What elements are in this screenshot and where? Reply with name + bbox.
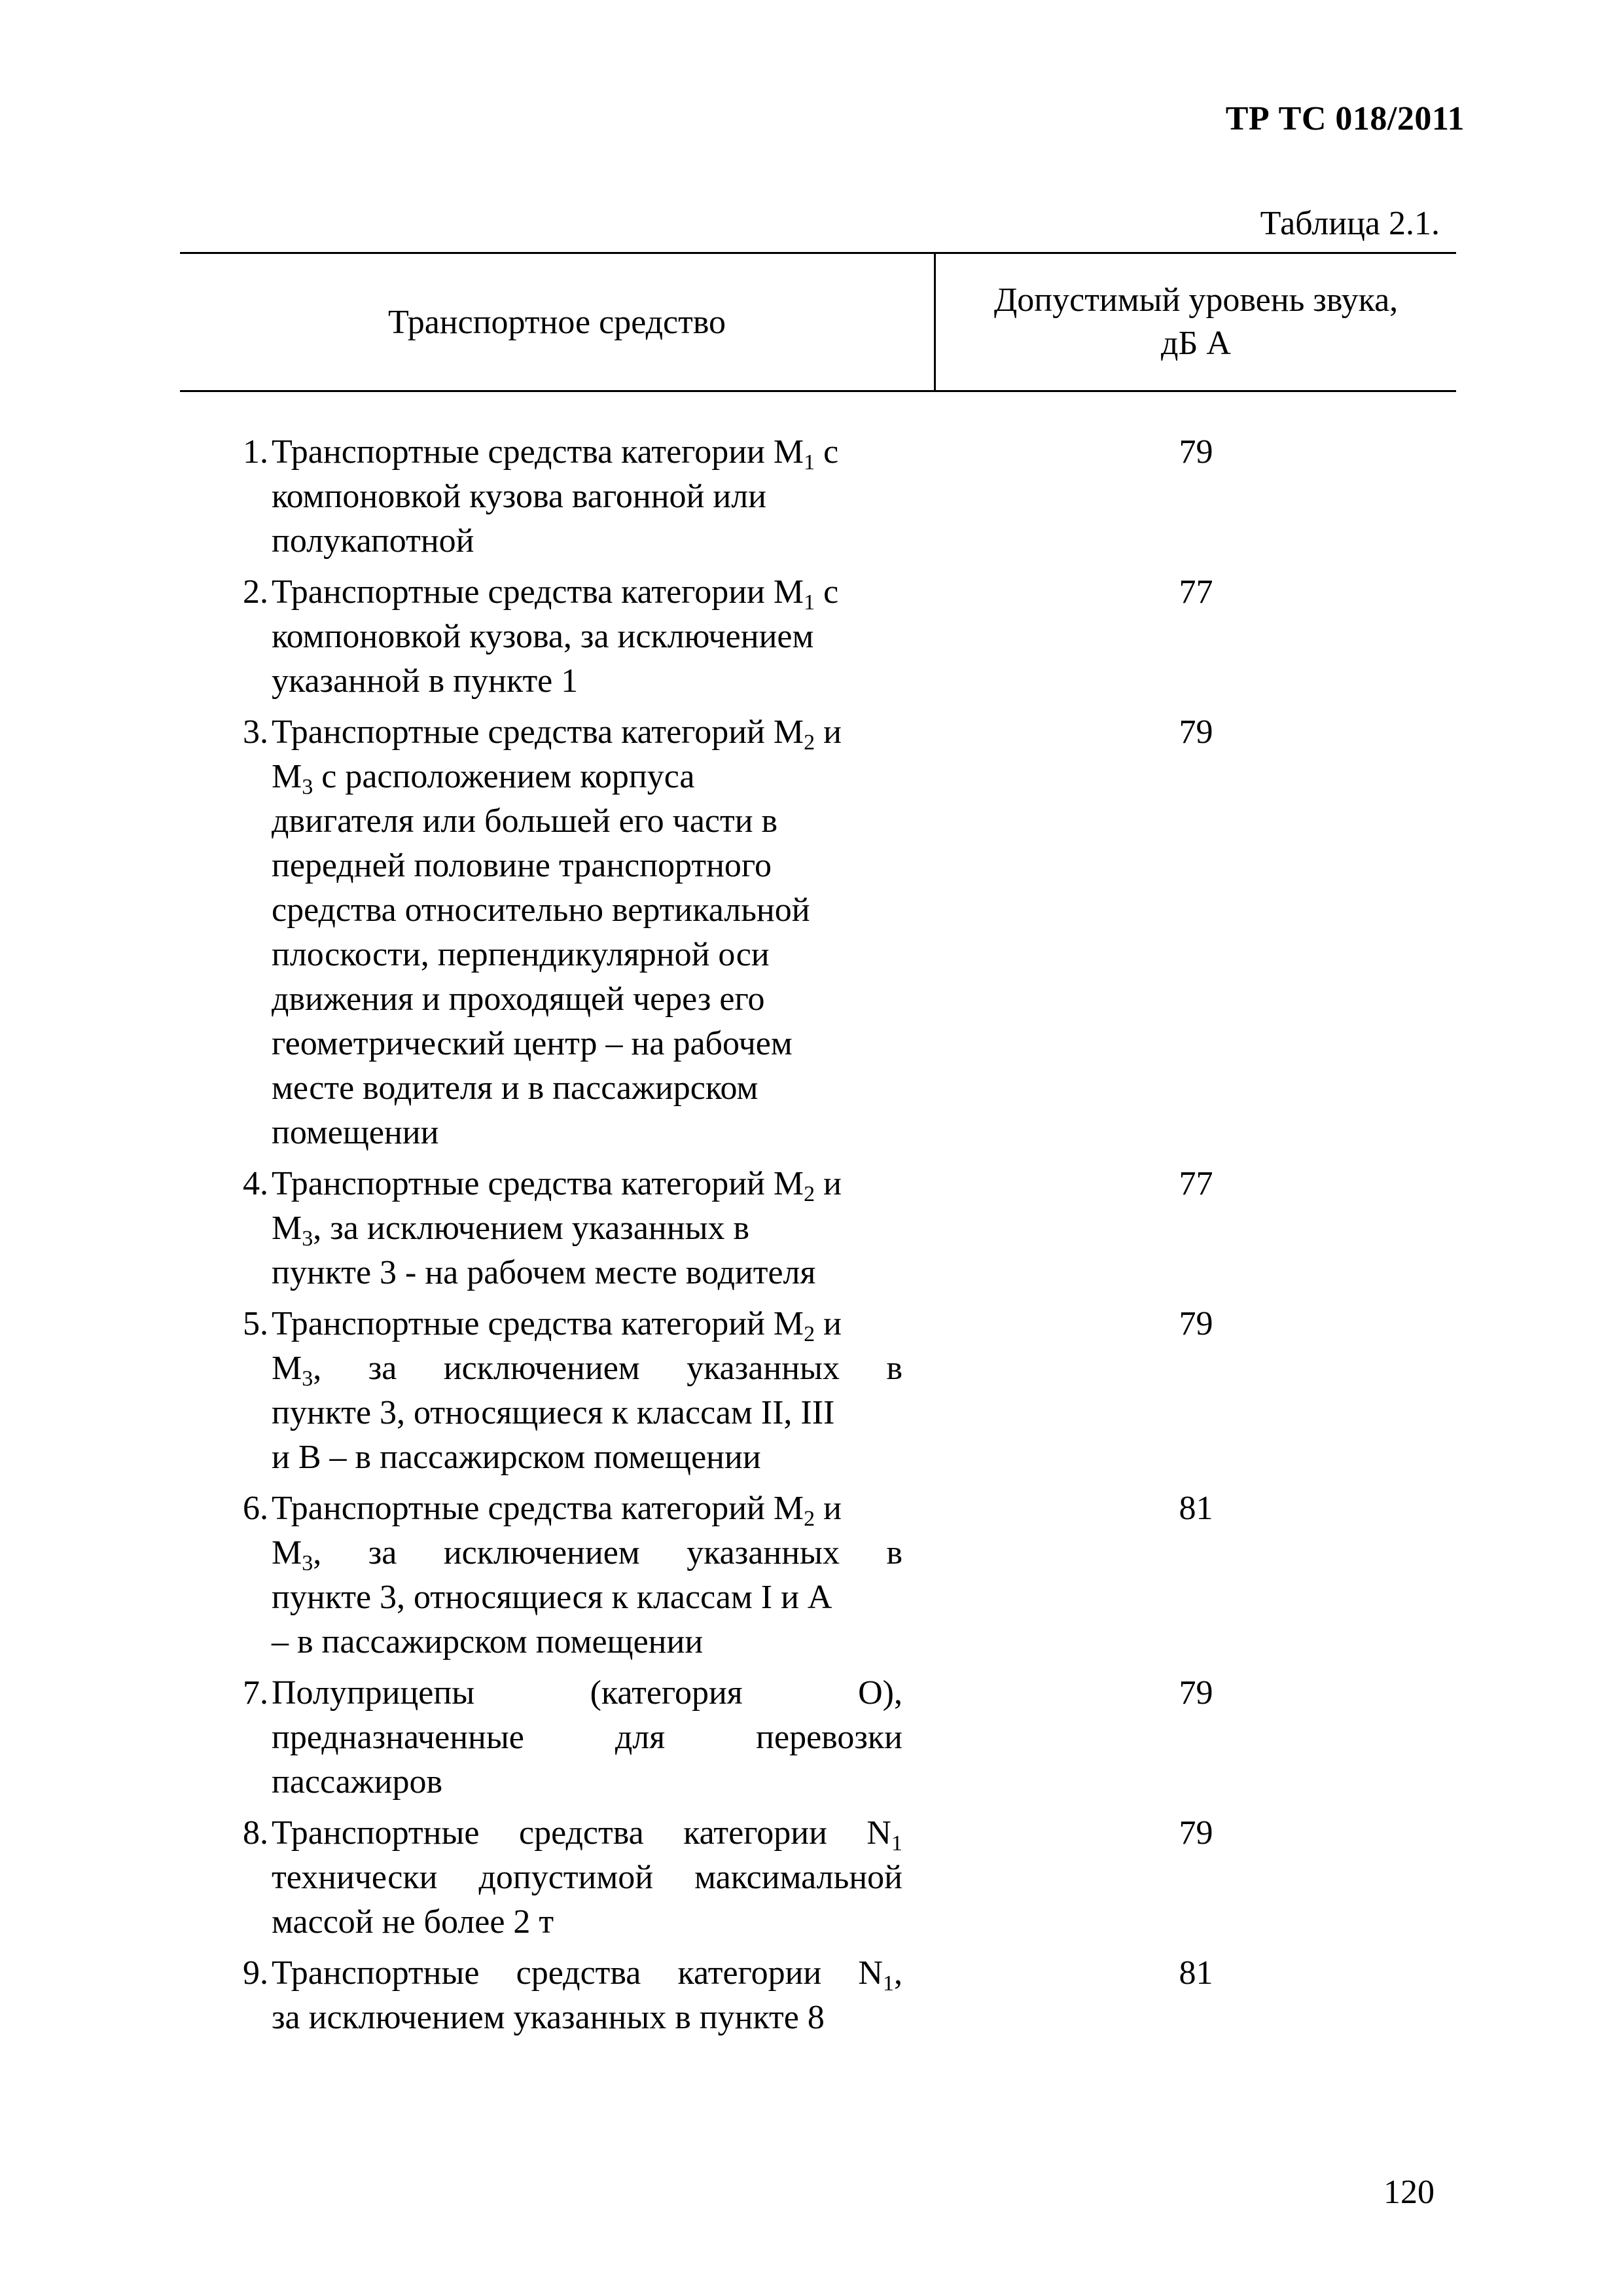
sound-level-value: 79 xyxy=(1179,1814,1213,1852)
description-text: Полуприцепы (категория О), xyxy=(272,1674,902,1712)
description-text: пассажиров xyxy=(272,1763,443,1801)
description-line xyxy=(272,1715,902,1760)
row-number xyxy=(180,570,272,704)
description-line xyxy=(272,710,902,755)
sound-level-value: 77 xyxy=(1179,1165,1213,1202)
description-line xyxy=(272,570,902,615)
category-subscript: 2 xyxy=(804,1182,815,1206)
description-line xyxy=(272,1856,902,1900)
description-text: Транспортные средства категории N xyxy=(272,1814,891,1852)
description-text: плоскости, перпендикулярной оси xyxy=(272,936,770,973)
row-number xyxy=(180,1162,272,1295)
description-line xyxy=(272,1620,902,1664)
description-line xyxy=(272,799,902,844)
row-number-text: 1. xyxy=(243,433,268,471)
category-subscript: 2 xyxy=(804,1322,815,1346)
sound-level-value: 81 xyxy=(1179,1954,1213,1992)
description-line xyxy=(272,1486,902,1531)
description-line xyxy=(272,615,902,659)
category-subscript: 3 xyxy=(302,1227,313,1251)
description-text: массой не более 2 т xyxy=(272,1903,554,1941)
row-number-text: 2. xyxy=(243,573,268,611)
row-number-text: 6. xyxy=(243,1490,268,1527)
description-text: и xyxy=(815,1165,842,1202)
category-subscript: 1 xyxy=(883,1971,894,1996)
description-text: Транспортные средства категории N xyxy=(272,1954,883,1992)
row-number xyxy=(180,1951,272,2040)
row-number-text: 3. xyxy=(243,713,268,751)
description-line xyxy=(272,1066,902,1111)
row-number xyxy=(180,1811,272,1945)
column-header-sound-level-line1: Допустимый уровень звука, xyxy=(993,281,1399,319)
description-line xyxy=(272,977,902,1022)
description-line xyxy=(272,1111,902,1155)
description-line xyxy=(272,1811,902,1856)
description-text: с xyxy=(815,433,839,471)
table-row xyxy=(180,1162,1456,1295)
description-text: передней половине транспортного xyxy=(272,847,772,884)
description-text: , за исключением указанных в xyxy=(313,1350,902,1387)
description-line xyxy=(272,1391,902,1435)
category-subscript: 1 xyxy=(891,1831,902,1856)
description-line xyxy=(272,1951,902,1996)
table-header xyxy=(180,252,1456,392)
table-row xyxy=(180,710,1456,1155)
page-number: 120 xyxy=(1383,2174,1435,2211)
description-line xyxy=(272,1900,902,1945)
table-row xyxy=(180,1671,1456,1804)
description-text: технически допустимой максимальной xyxy=(272,1859,902,1896)
description-text: полукапотной xyxy=(272,522,474,560)
description-text: за исключением указанных в пункте 8 xyxy=(272,1999,825,2036)
table-row xyxy=(180,570,1456,704)
sound-level-value: 79 xyxy=(1179,1674,1213,1712)
description-text: М xyxy=(272,1534,302,1571)
description-text: , xyxy=(894,1954,902,1992)
table-row xyxy=(180,1811,1456,1945)
description-line xyxy=(272,1346,902,1391)
description-line xyxy=(272,1302,902,1346)
category-subscript: 2 xyxy=(804,1507,815,1531)
description-line xyxy=(272,933,902,977)
description-text: предназначенные для перевозки xyxy=(272,1719,902,1756)
row-number xyxy=(180,430,272,564)
category-subscript: 1 xyxy=(804,590,815,615)
sound-level-value: 79 xyxy=(1179,713,1213,751)
column-header-sound-level xyxy=(936,254,1456,390)
description-line xyxy=(272,519,902,564)
description-line xyxy=(272,888,902,933)
description-text: с расположением корпуса xyxy=(313,758,695,795)
description-text: пункте 3, относящиеся к классам I и А xyxy=(272,1579,832,1616)
table-row xyxy=(180,1951,1456,2040)
row-description xyxy=(272,710,902,1155)
description-text: Транспортные средства категорий М xyxy=(272,1305,804,1342)
row-number-text: 9. xyxy=(243,1954,268,1992)
table-row xyxy=(180,430,1456,564)
description-text: , за исключением указанных в xyxy=(313,1210,750,1247)
row-number xyxy=(180,710,272,1155)
sound-level-value: 79 xyxy=(1179,433,1213,471)
row-description xyxy=(272,1951,902,2040)
description-text: с xyxy=(815,573,839,611)
row-description xyxy=(272,1302,902,1480)
description-text: М xyxy=(272,1350,302,1387)
column-header-sound-level-line2: дБ А xyxy=(1161,325,1231,362)
table-row xyxy=(180,1302,1456,1480)
description-text: и xyxy=(815,1305,842,1342)
description-line xyxy=(272,1435,902,1480)
description-line xyxy=(272,1022,902,1066)
category-subscript: 3 xyxy=(302,775,313,799)
row-description xyxy=(272,430,902,564)
column-header-vehicle: Транспортное средство xyxy=(387,303,726,341)
description-line xyxy=(272,1251,902,1295)
category-subscript: 3 xyxy=(302,1367,313,1391)
description-text: движения и проходящей через его xyxy=(272,980,765,1018)
description-text: указанной в пункте 1 xyxy=(272,662,579,700)
description-text: геометрический центр – на рабочем xyxy=(272,1025,793,1062)
noise-level-table xyxy=(180,252,1456,2047)
description-text: помещении xyxy=(272,1114,439,1151)
table-body xyxy=(180,392,1456,2040)
description-line xyxy=(272,1760,902,1804)
description-text: двигателя или большей его части в xyxy=(272,802,778,840)
row-description xyxy=(272,1671,902,1804)
description-text: М xyxy=(272,1210,302,1247)
row-description xyxy=(272,1811,902,1945)
sound-level-value: 77 xyxy=(1179,573,1213,611)
description-text: и xyxy=(815,1490,842,1527)
description-text: и В – в пассажирском помещении xyxy=(272,1439,761,1476)
row-number-text: 4. xyxy=(243,1165,268,1202)
description-line xyxy=(272,844,902,888)
description-line xyxy=(272,475,902,519)
description-text: Транспортные средства категории М xyxy=(272,433,804,471)
description-text: и xyxy=(815,713,842,751)
description-text: Транспортные средства категорий М xyxy=(272,1490,804,1527)
description-text: , за исключением указанных в xyxy=(313,1534,902,1571)
table-caption: Таблица 2.1. xyxy=(1260,205,1440,242)
description-text: средства относительно вертикальной xyxy=(272,891,810,929)
row-number-text: 7. xyxy=(243,1674,268,1712)
category-subscript: 2 xyxy=(804,730,815,755)
row-number xyxy=(180,1486,272,1664)
description-line xyxy=(272,1575,902,1620)
row-number xyxy=(180,1671,272,1804)
table-row xyxy=(180,1486,1456,1664)
description-line xyxy=(272,1531,902,1575)
row-description xyxy=(272,1162,902,1295)
row-description xyxy=(272,1486,902,1664)
description-line xyxy=(272,755,902,799)
description-text: Транспортные средства категорий М xyxy=(272,713,804,751)
description-line xyxy=(272,659,902,704)
row-number-text: 5. xyxy=(243,1305,268,1342)
description-text: Транспортные средства категорий М xyxy=(272,1165,804,1202)
description-text: компоновкой кузова вагонной или xyxy=(272,478,766,515)
row-description xyxy=(272,570,902,704)
category-subscript: 3 xyxy=(302,1551,313,1575)
category-subscript: 1 xyxy=(804,450,815,475)
description-line xyxy=(272,1671,902,1715)
description-text: пункте 3 - на рабочем месте водителя xyxy=(272,1254,816,1291)
description-line xyxy=(272,1996,902,2040)
sound-level-value: 81 xyxy=(1179,1490,1213,1527)
description-text: компоновкой кузова, за исключением xyxy=(272,618,814,655)
description-text: месте водителя и в пассажирском xyxy=(272,1069,758,1107)
description-text: – в пассажирском помещении xyxy=(272,1623,704,1660)
sound-level-value: 79 xyxy=(1179,1305,1213,1342)
row-number xyxy=(180,1302,272,1480)
description-text: Транспортные средства категории М xyxy=(272,573,804,611)
description-line xyxy=(272,1162,902,1206)
description-line xyxy=(272,430,902,475)
description-line xyxy=(272,1206,902,1251)
description-text: пункте 3, относящиеся к классам II, III xyxy=(272,1394,835,1431)
document-code: ТР ТС 018/2011 xyxy=(1225,100,1465,137)
description-text: М xyxy=(272,758,302,795)
row-number-text: 8. xyxy=(243,1814,268,1852)
